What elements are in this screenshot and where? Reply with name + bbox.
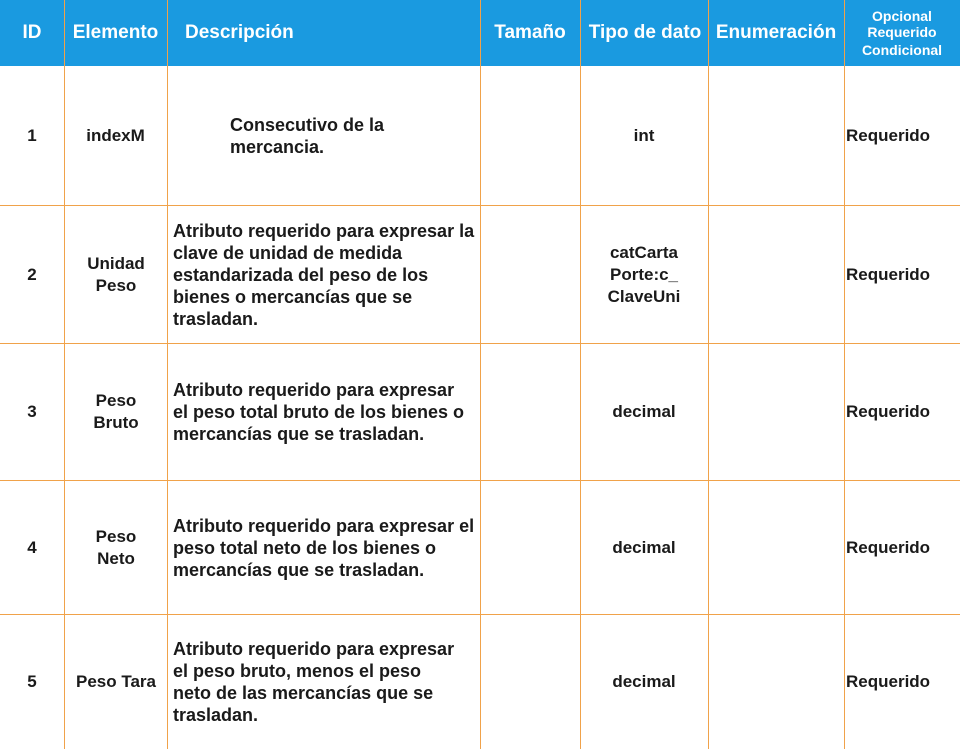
cell-elemento: Peso Tara xyxy=(76,672,157,691)
table-row xyxy=(0,206,960,343)
cell-elemento: Unidad Peso xyxy=(87,253,145,295)
header-tamano: Tamaño xyxy=(494,22,566,43)
header-descripcion: Descripción xyxy=(185,22,294,43)
cell-enumeracion xyxy=(708,66,844,205)
header-tipo-de-dato: Tipo de dato xyxy=(588,22,702,43)
cell-enumeracion xyxy=(708,344,844,480)
cell-tamano xyxy=(480,615,580,749)
table-row xyxy=(0,344,960,480)
cell-elemento: Peso Neto xyxy=(95,526,137,568)
header-opcional: Opcional xyxy=(872,8,932,24)
table-row xyxy=(0,615,960,749)
cell-tipo: decimal xyxy=(612,672,676,691)
cell-uso: Requerido xyxy=(846,537,931,557)
cell-id: 2 xyxy=(27,264,37,284)
header-condicional: Condicional xyxy=(861,42,943,58)
cell-enumeracion xyxy=(708,481,844,614)
cell-elemento: indexM xyxy=(86,125,145,145)
cell-descripcion: Atributo requerido para expresar la clave de unidad de medida estandarizada del peso de los bienes o mercancías que se trasladan. xyxy=(173,220,475,329)
header-uso xyxy=(844,0,960,66)
cell-tipo: int xyxy=(633,125,655,145)
cell-descripcion: Consecutivo de la mercancia. xyxy=(230,114,385,157)
cell-descripcion: Atributo requerido para expresar el peso total neto de los bienes o mercancías que se trasladan. xyxy=(173,515,475,580)
cell-tipo: catCarta Porte:c_ ClaveUni xyxy=(607,242,681,306)
cell-enumeracion xyxy=(708,206,844,343)
cell-tipo: decimal xyxy=(612,537,676,557)
table-row xyxy=(0,481,960,614)
cell-id: 4 xyxy=(27,537,37,557)
cell-enumeracion xyxy=(708,615,844,749)
cell-tamano xyxy=(480,66,580,205)
cell-uso: Requerido xyxy=(846,672,931,691)
cell-uso: Requerido xyxy=(846,125,931,145)
cell-elemento: Peso Bruto xyxy=(93,391,139,432)
header-enumeracion: Enumeración xyxy=(715,22,837,43)
cell-id: 5 xyxy=(27,672,37,691)
header-id: ID xyxy=(22,22,42,43)
table-row xyxy=(0,66,960,205)
cell-tamano xyxy=(480,481,580,614)
header-elemento: Elemento xyxy=(72,22,159,43)
header-requerido: Requerido xyxy=(867,24,937,40)
cell-id: 1 xyxy=(27,125,37,145)
cell-descripcion: Atributo requerido para expresar el peso total bruto de los bienes o mercancías que se trasladan. xyxy=(173,380,465,444)
cell-tamano xyxy=(480,206,580,343)
cell-id: 3 xyxy=(27,402,37,421)
cell-tipo: decimal xyxy=(612,402,676,421)
cell-uso: Requerido xyxy=(846,264,931,284)
cell-descripcion: Atributo requerido para expresar el peso bruto, menos el peso neto de las mercancías que se trasladan. xyxy=(173,639,455,725)
cell-uso: Requerido xyxy=(846,402,931,421)
cell-tamano xyxy=(480,344,580,480)
